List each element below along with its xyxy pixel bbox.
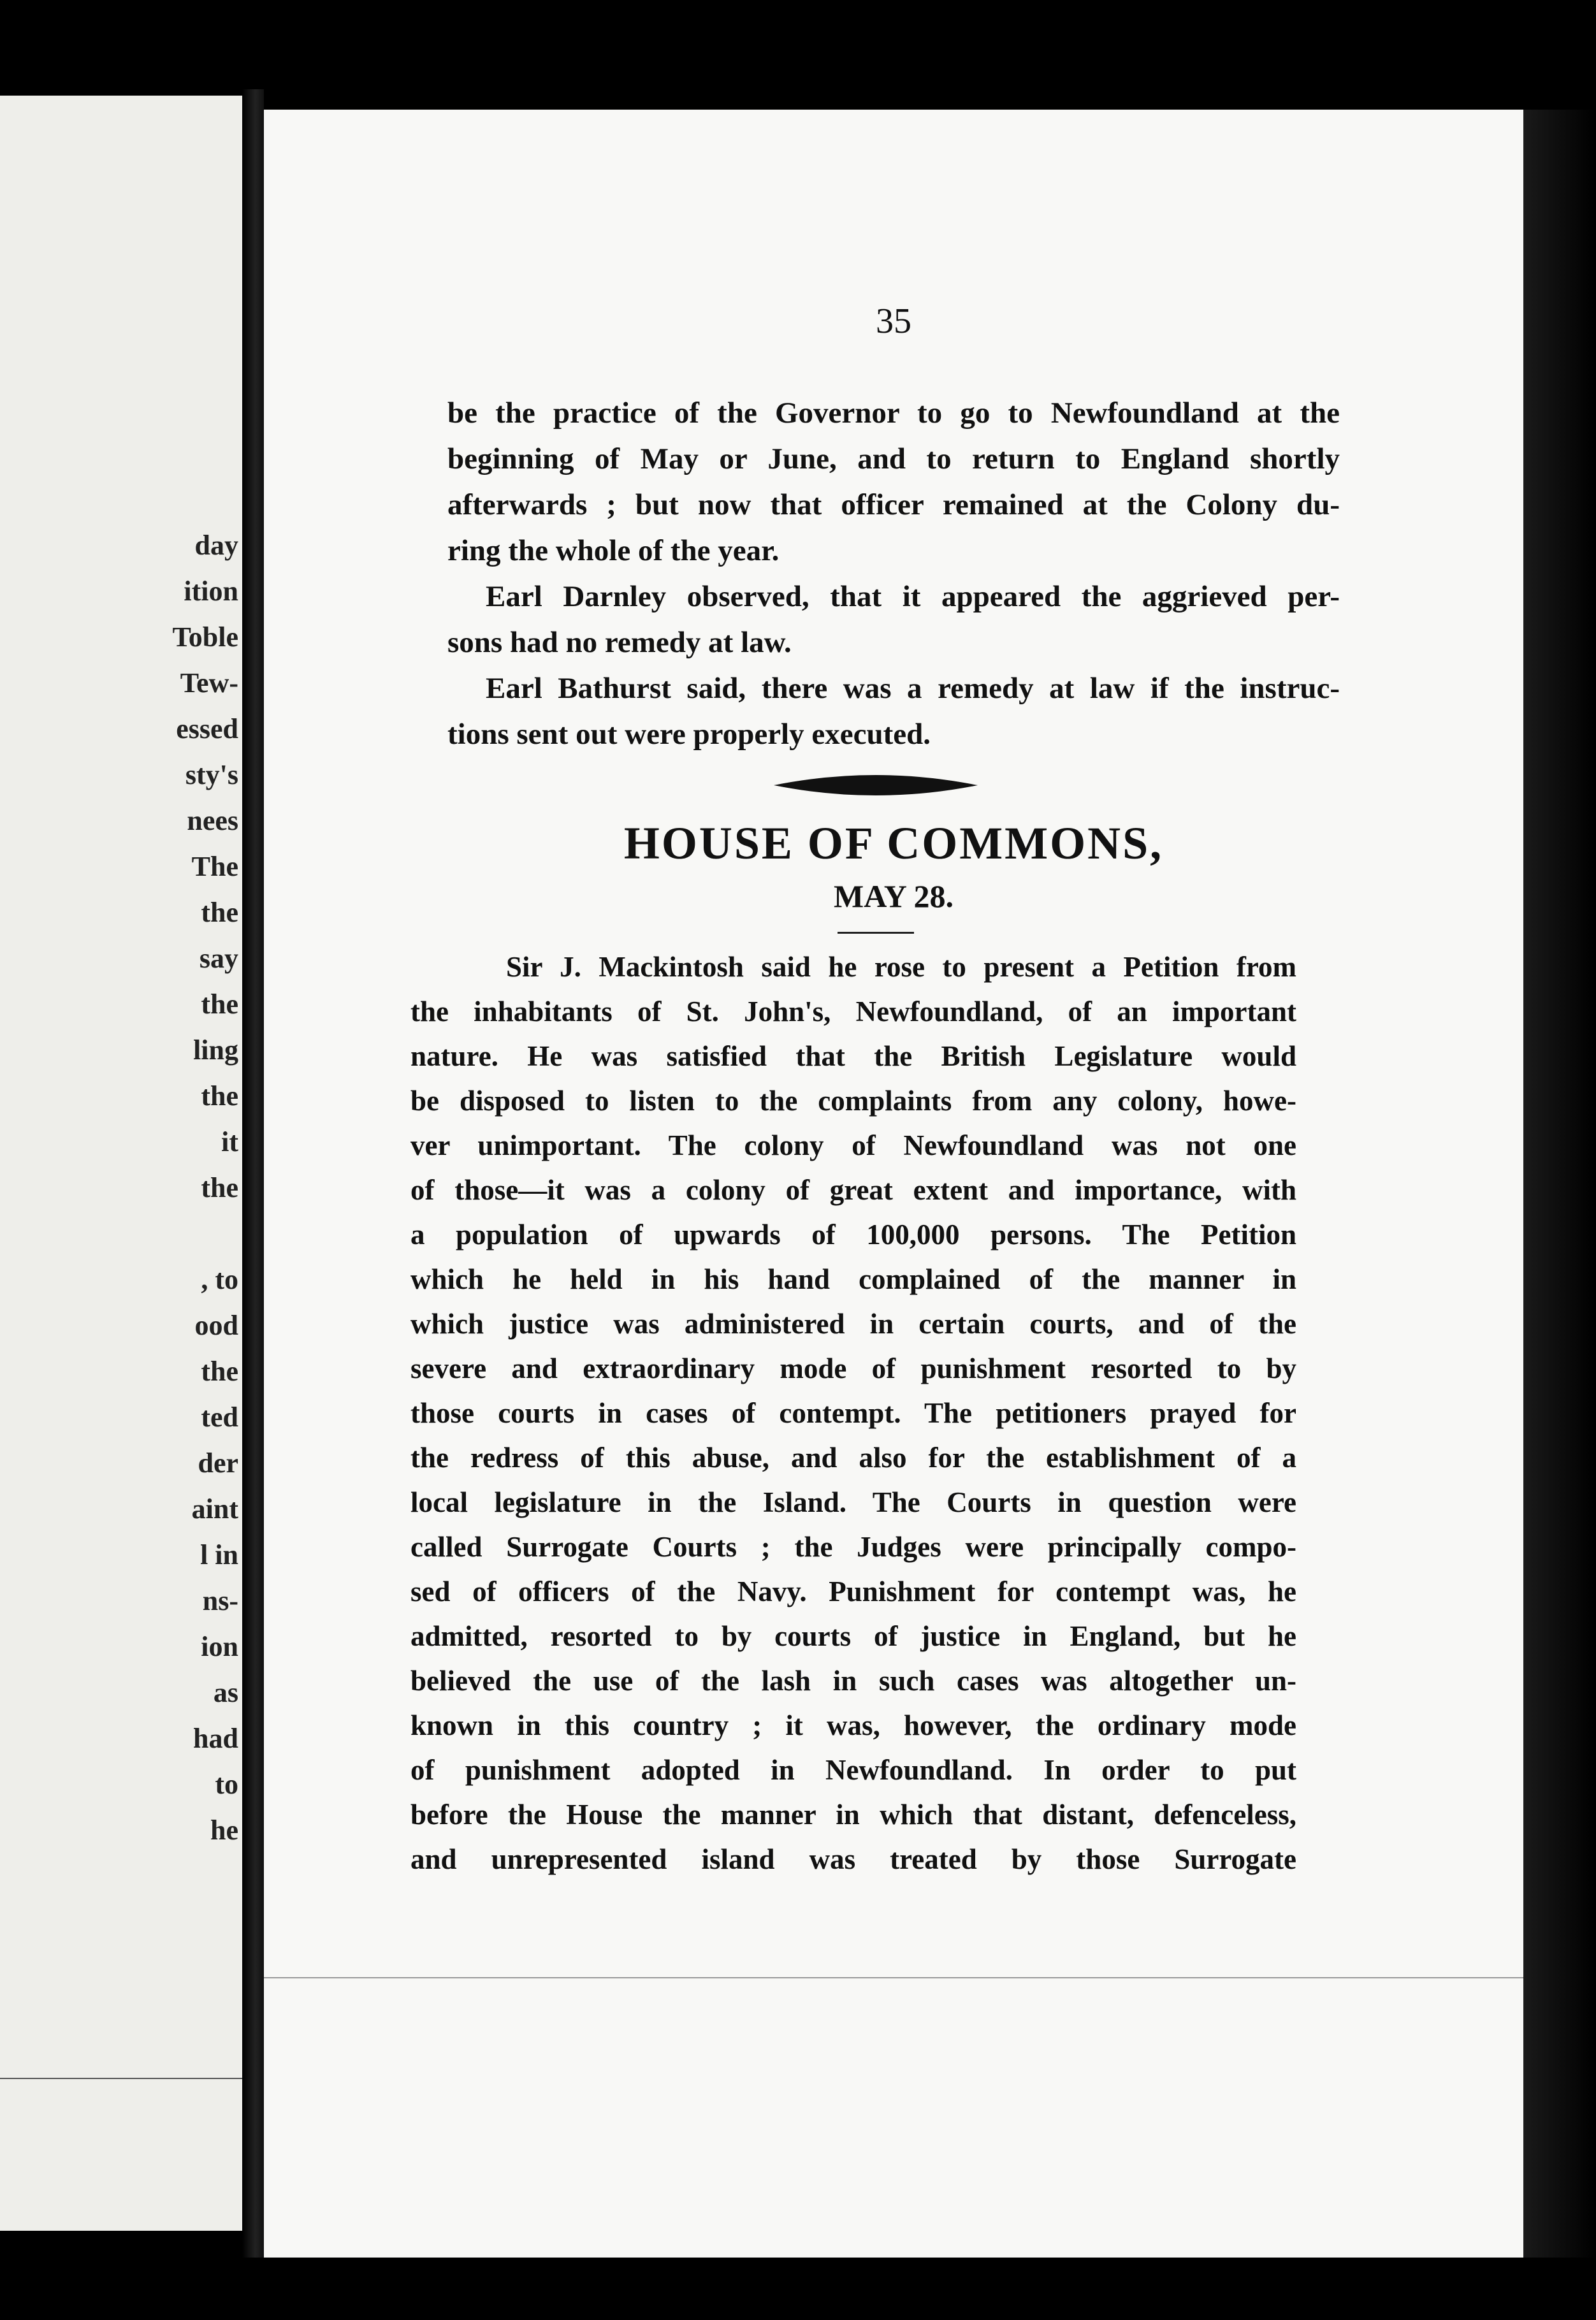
main-page — [264, 110, 1523, 2258]
text-line: called Surrogate Courts ; the Judges were principally compo- — [410, 1531, 1296, 1563]
left-fragment: say — [199, 943, 238, 974]
left-fragment: as — [213, 1677, 238, 1708]
text-line: a population of upwards of 100,000 persons. The Petition — [410, 1219, 1296, 1251]
left-fragment — [9, 1211, 238, 1257]
left-fragment: nees — [187, 805, 238, 836]
text-line: severe and extraordinary mode of punishment resorted to by — [410, 1352, 1296, 1384]
scan-bottom-margin — [0, 2258, 1596, 2320]
left-fragment: had — [193, 1723, 238, 1754]
left-fragment: day — [194, 530, 238, 561]
left-fragment: ion — [201, 1631, 238, 1662]
text-line: ver unimportant. The colony of Newfoundland was not one — [410, 1129, 1296, 1161]
text-line: Earl Bathurst said, there was a remedy at law if the instruc- — [486, 672, 1340, 705]
left-fragment: the — [201, 897, 238, 928]
text-line: which he held in his hand complained of the manner in — [410, 1263, 1296, 1295]
scan-top-margin — [0, 0, 1596, 110]
section-title: HOUSE OF COMMONS, — [623, 818, 1164, 869]
left-fragment: to — [215, 1769, 238, 1800]
text-line: and unrepresented island was treated by those Surrogate — [410, 1843, 1296, 1875]
page-shadow-edge — [1523, 110, 1596, 2258]
book-gutter — [242, 89, 264, 2269]
text-line: local legislature in the Island. The Courts in question were — [410, 1486, 1296, 1518]
section-date: MAY 28. — [834, 878, 954, 914]
left-page-text-fragments — [9, 523, 238, 1853]
left-fragment: The — [191, 851, 238, 882]
text-line: known in this country ; it was, however, the ordinary mode — [410, 1709, 1296, 1741]
text-line: the redress of this abuse, and also for the establishment of a — [410, 1442, 1296, 1474]
date-rule — [838, 932, 914, 934]
text-line: sons had no remedy at law. — [447, 626, 792, 659]
left-fragment: it — [221, 1126, 238, 1157]
left-fragment: the — [201, 1172, 238, 1203]
text-line: beginning of May or June, and to return to England shortly — [447, 442, 1340, 475]
left-fragment: essed — [176, 713, 238, 744]
left-facing-page — [0, 96, 242, 2231]
text-line: believed the use of the lash in such cases was altogether un- — [410, 1665, 1296, 1697]
left-fragment: ition — [184, 576, 238, 607]
left-fragment: Toble — [172, 621, 238, 653]
left-fragment: ted — [201, 1402, 238, 1433]
text-line: be the practice of the Governor to go to Newfoundland at the — [447, 396, 1340, 430]
left-fragment: he — [210, 1815, 238, 1846]
text-line: nature. He was satisfied that the British Legislature would — [410, 1040, 1296, 1072]
text-line: tions sent out were properly executed. — [447, 718, 931, 751]
left-fragment: der — [198, 1447, 238, 1479]
left-page-divider — [0, 2078, 242, 2079]
text-line: afterwards ; but now that officer remained at the Colony du- — [447, 488, 1340, 521]
left-fragment: the — [201, 1356, 238, 1387]
left-fragment: the — [201, 1080, 238, 1112]
left-fragment: ood — [194, 1310, 238, 1341]
text-line: those courts in cases of contempt. The petitioners prayed for — [410, 1397, 1296, 1429]
left-fragment: sty's — [185, 759, 238, 790]
text-line: Earl Darnley observed, that it appeared the aggrieved per- — [486, 580, 1340, 613]
text-line: the inhabitants of St. John's, Newfoundland, of an important — [410, 996, 1296, 1027]
text-line: of those—it was a colony of great extent and importance, with — [410, 1174, 1296, 1206]
left-fragment: Tew- — [180, 667, 238, 699]
text-line: of punishment adopted in Newfoundland. In order to put — [410, 1754, 1296, 1786]
section-ornament — [774, 772, 978, 798]
body-paragraph — [410, 945, 1296, 1881]
page-number: 35 — [876, 301, 911, 341]
left-fragment: l in — [200, 1539, 238, 1570]
left-fragment: , to — [201, 1264, 238, 1295]
text-line: be disposed to listen to the complaints from any colony, howe- — [410, 1085, 1296, 1117]
text-line: which justice was administered in certain courts, and of the — [410, 1308, 1296, 1340]
left-fragment: ling — [193, 1034, 238, 1066]
text-line: sed of officers of the Navy. Punishment for contempt was, he — [410, 1576, 1296, 1607]
text-line: Sir J. Mackintosh said he rose to present a Petition from — [506, 951, 1296, 983]
text-line: before the House the manner in which that distant, defenceless, — [410, 1799, 1296, 1831]
page-bottom-rule — [264, 1977, 1523, 1978]
text-line: ring the whole of the year. — [447, 534, 780, 567]
left-fragment: aint — [191, 1493, 238, 1525]
top-paragraphs — [447, 390, 1340, 757]
text-line: admitted, resorted to by courts of justice in England, but he — [410, 1620, 1296, 1652]
left-fragment: ns- — [202, 1585, 238, 1616]
left-fragment: the — [201, 989, 238, 1020]
